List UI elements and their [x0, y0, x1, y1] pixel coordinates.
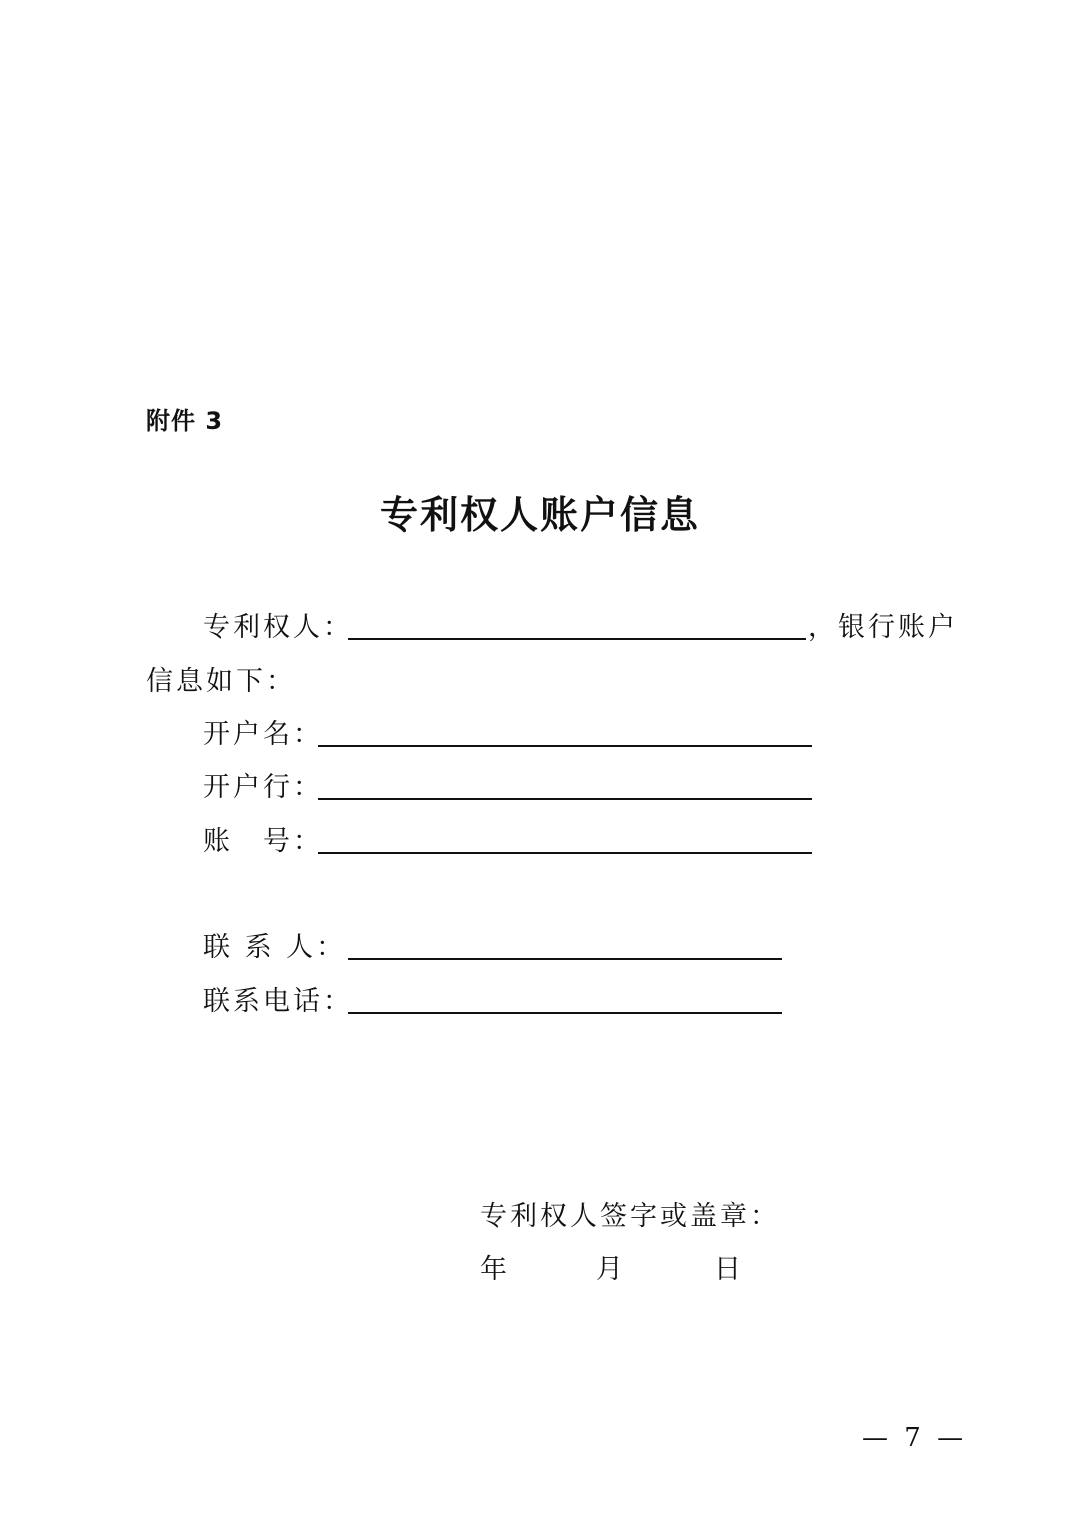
contact-person-label: 联 系 人：: [203, 932, 347, 963]
date-day: 日: [714, 1254, 744, 1285]
account-name-label: 开户名：: [203, 719, 323, 750]
signature-label: 专利权人签字或盖章：: [480, 1201, 780, 1232]
contact-person-field-line[interactable]: [348, 958, 782, 960]
bank-label: 开户行：: [203, 772, 323, 803]
account-number-label: 账 号：: [203, 826, 323, 857]
date-month: 月: [596, 1254, 626, 1285]
account-name-field-line[interactable]: [318, 745, 812, 747]
contact-phone-field-line[interactable]: [348, 1012, 782, 1014]
account-number-field-line[interactable]: [318, 852, 812, 854]
page-title: 专利权人账户信息: [379, 492, 700, 537]
annex-label: 附件 3: [146, 407, 224, 435]
patentee-field-line[interactable]: [348, 638, 806, 640]
bank-info-continuation: 信息如下：: [146, 666, 296, 697]
bank-field-line[interactable]: [318, 798, 812, 800]
bank-info-suffix: ，银行账户: [808, 612, 958, 643]
page-number: — 7 —: [862, 1423, 968, 1453]
patentee-label: 专利权人：: [203, 612, 353, 643]
date-year: 年: [480, 1254, 510, 1285]
date-line: [480, 1256, 780, 1286]
contact-phone-label: 联系电话：: [203, 986, 353, 1017]
